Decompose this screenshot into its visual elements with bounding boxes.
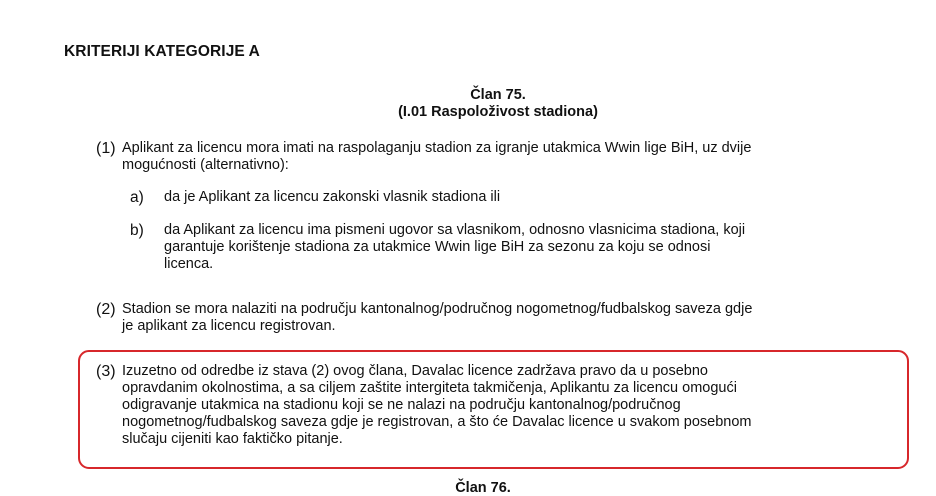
list-item-line: licenca.	[164, 256, 214, 272]
paragraph-number: (1)	[96, 140, 116, 157]
article-number: Član 75.	[470, 87, 526, 103]
article-subtitle: (I.01 Raspoloživost stadiona)	[398, 104, 598, 120]
paragraph-line: Izuzetno od odredbe iz stava (2) ovog člana, Davalac licence zadržava pravo da u posebno	[122, 363, 708, 379]
list-item-b	[164, 222, 864, 273]
paragraph-number: (2)	[96, 301, 116, 318]
paragraph-line: je aplikant za licencu registrovan.	[122, 318, 336, 334]
paragraph-line: Stadion se mora nalaziti na području kantonalnog/područnog nogometnog/fudbalskog saveza gdje	[122, 301, 753, 317]
paragraph-line: opravdanim okolnostima, a sa ciljem zaštite intergiteta takmičenja, Aplikantu za licencu omogući	[122, 380, 737, 396]
list-item-letter: b)	[130, 222, 144, 239]
list-item-line: da Aplikant za licencu ima pismeni ugovor sa vlasnikom, odnosno vlasnicima stadiona, koji	[164, 222, 746, 238]
paragraph-line: odigravanje utakmica na stadionu koji se ne nalazi na području kantonalnog/područnog	[122, 397, 681, 413]
paragraph-1	[122, 140, 882, 174]
paragraph-number: (3)	[96, 363, 116, 380]
list-item-a	[164, 189, 864, 206]
paragraph-line: Aplikant za licencu mora imati na raspolaganju stadion za igranje utakmica Wwin lige BiH, uz dvije	[122, 140, 752, 156]
list-item-letter: a)	[130, 189, 144, 206]
list-item-line: garantuje korištenje stadiona za utakmice Wwin lige BiH za sezonu za koju se odnosi	[164, 239, 711, 255]
list-item-line: da je Aplikant za licencu zakonski vlasnik stadiona ili	[164, 189, 501, 205]
paragraph-line: mogućnosti (alternativno):	[122, 157, 289, 173]
paragraph-3	[122, 363, 882, 448]
paragraph-line: slučaju cijeniti kao faktičko pitanje.	[122, 431, 343, 447]
paragraph-line: nogometnog/fudbalskog saveza gdje je registrovan, a što će Davalac licence u svakom posebnom	[122, 414, 752, 430]
paragraph-2	[122, 301, 882, 335]
next-article-number: Član 76.	[455, 480, 511, 496]
section-heading: KRITERIJI KATEGORIJE A	[64, 43, 260, 60]
